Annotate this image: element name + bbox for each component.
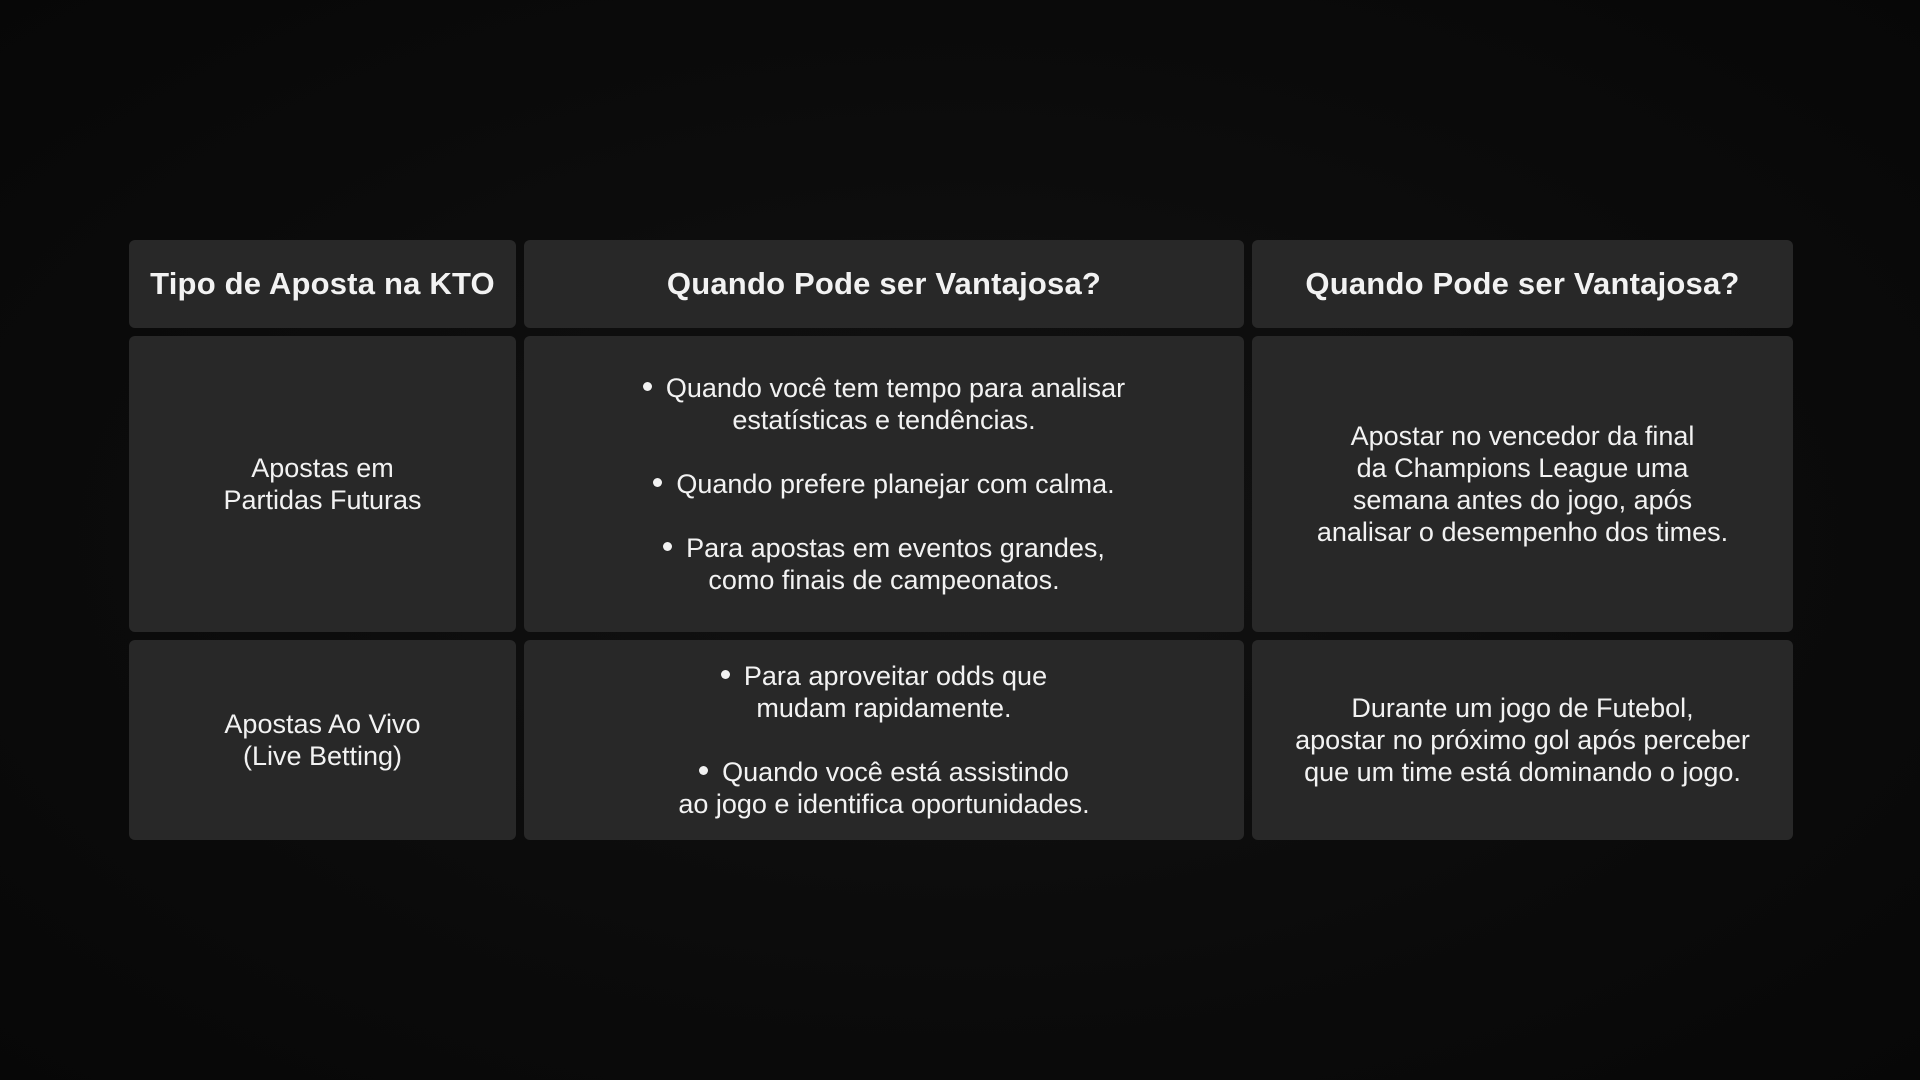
row-2-advantages-list [678, 660, 1089, 820]
row-1-example: Apostar no vencedor da final da Champions League uma semana antes do jogo, após analisar o desempenho dos times. [1252, 336, 1793, 632]
list-item-text: Para aproveitar odds que mudam rapidamente. [743, 661, 1048, 723]
row-2-bet-type: Apostas Ao Vivo (Live Betting) [129, 640, 516, 840]
bullet-icon [721, 670, 730, 679]
list-item [643, 372, 1125, 436]
row-1-advantages-list [643, 372, 1125, 596]
list-item [643, 532, 1125, 596]
comparison-table [129, 240, 1793, 840]
bullet-icon [699, 766, 708, 775]
header-when-advantageous: Quando Pode ser Vantajosa? [524, 240, 1244, 328]
list-item-text: Quando prefere planejar com calma. [676, 469, 1115, 499]
bullet-icon [653, 478, 662, 487]
header-bet-type: Tipo de Aposta na KTO [129, 240, 516, 328]
row-1-advantages [524, 336, 1244, 632]
list-item-text: Quando você está assistindo ao jogo e identifica oportunidades. [678, 757, 1090, 819]
list-item [678, 756, 1089, 820]
bullet-icon [663, 542, 672, 551]
row-1-bet-type: Apostas em Partidas Futuras [129, 336, 516, 632]
header-when-advantageous-example: Quando Pode ser Vantajosa? [1252, 240, 1793, 328]
row-2-advantages [524, 640, 1244, 840]
list-item-text: Quando você tem tempo para analisar estatísticas e tendências. [665, 373, 1126, 435]
row-2-example: Durante um jogo de Futebol, apostar no próximo gol após perceber que um time está dominando o jogo. [1252, 640, 1793, 840]
list-item [643, 468, 1125, 500]
list-item-text: Para apostas em eventos grandes, como finais de campeonatos. [686, 533, 1105, 595]
list-item [678, 660, 1089, 724]
bullet-icon [643, 382, 652, 391]
